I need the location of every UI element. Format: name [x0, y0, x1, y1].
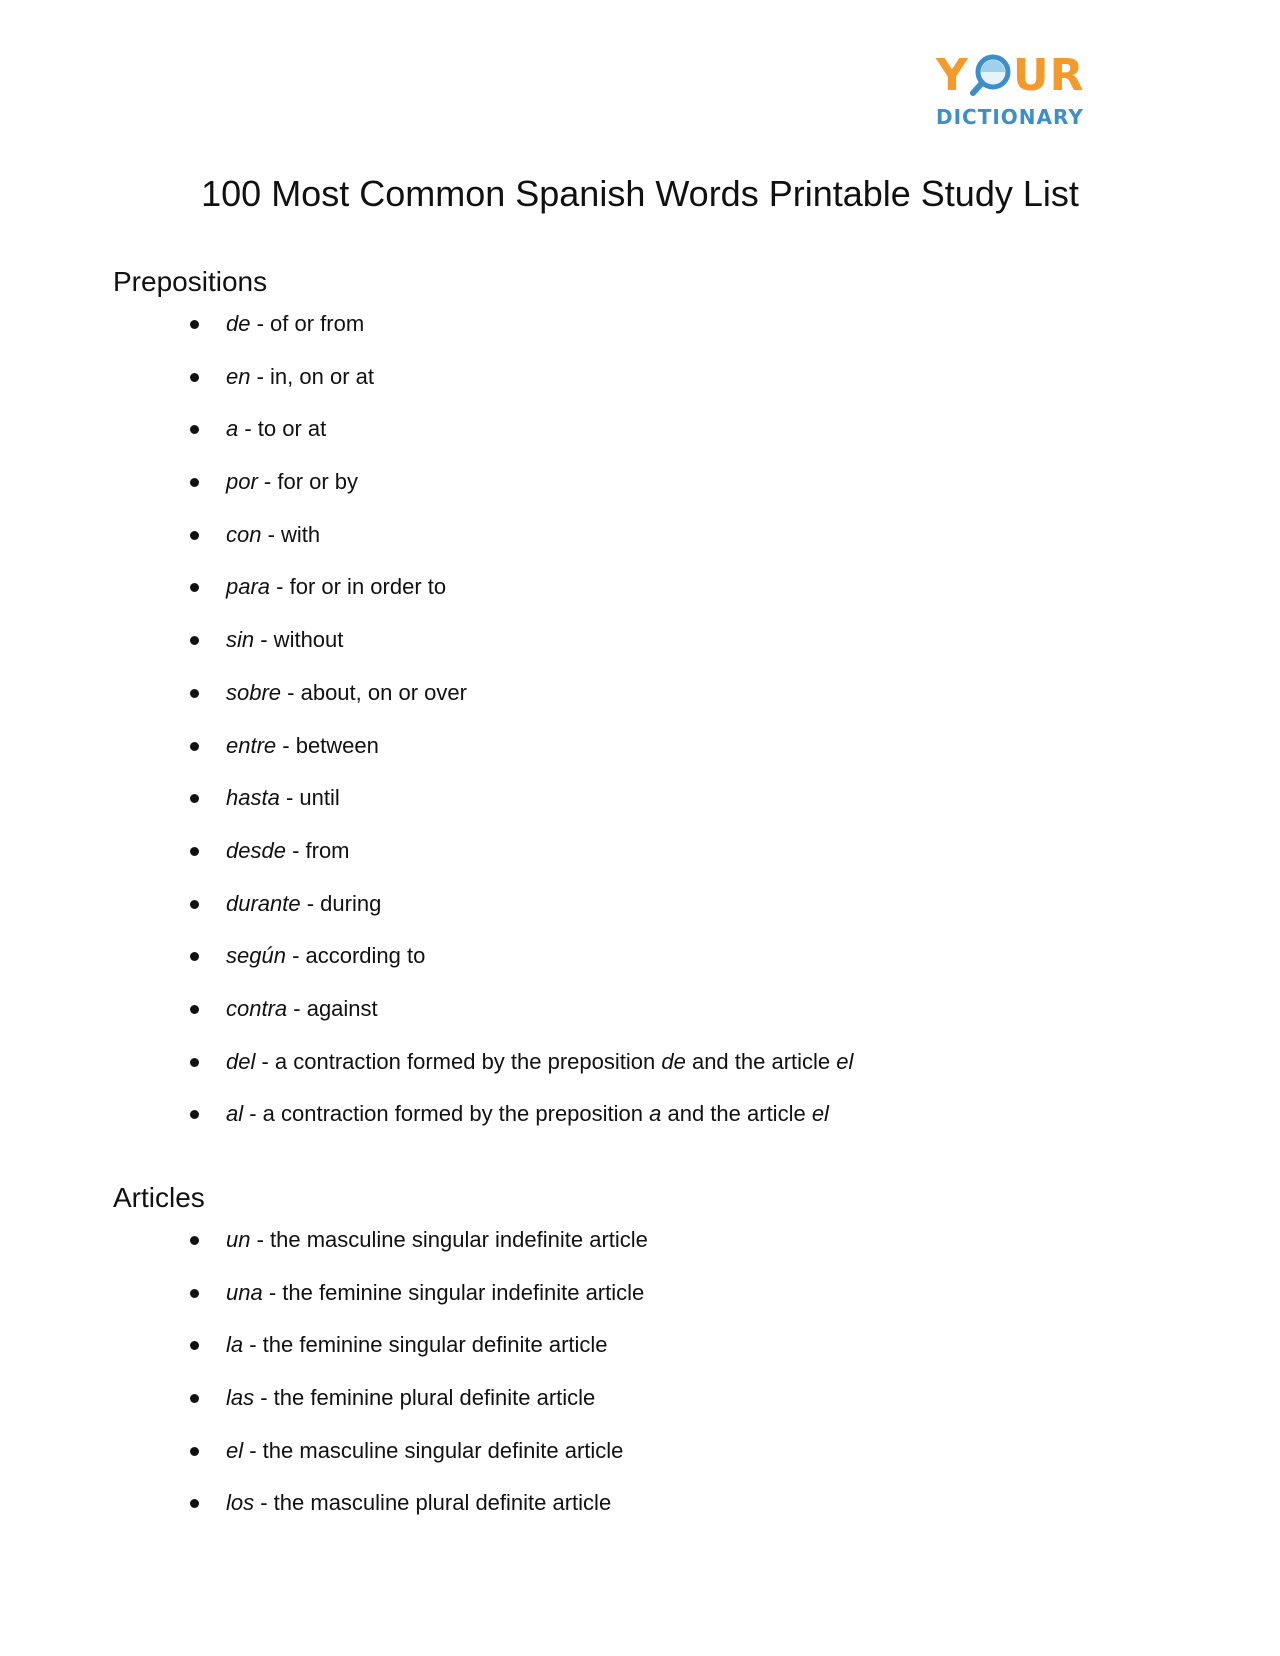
bullet-icon	[190, 1499, 199, 1508]
word-list	[113, 1226, 1213, 1542]
bullet-icon	[190, 1058, 199, 1067]
list-item	[113, 573, 1213, 626]
bullet-icon	[190, 320, 199, 329]
list-item	[113, 1437, 1213, 1490]
bullet-icon	[190, 1289, 199, 1298]
your-dictionary-logo	[936, 52, 1096, 132]
spanish-word: la	[226, 1332, 244, 1358]
spanish-word: durante	[226, 890, 301, 916]
bullet-icon	[190, 900, 199, 909]
logo-letters-ur: UR	[1012, 50, 1085, 101]
list-item	[113, 626, 1213, 679]
bullet-icon	[190, 742, 199, 751]
spanish-word: un	[226, 1227, 251, 1252]
spanish-word: a	[226, 416, 239, 442]
bullet-icon	[190, 1447, 199, 1456]
spanish-word: de	[226, 311, 251, 336]
spanish-word: por	[226, 469, 258, 495]
spanish-word: los	[226, 1490, 255, 1516]
logo-wordmark-top	[936, 52, 1096, 100]
definition-text: - until	[279, 785, 340, 811]
definition-text: - the feminine singular indefinite article	[262, 1279, 645, 1305]
section-heading: Prepositions	[113, 266, 268, 297]
bullet-icon	[190, 794, 199, 803]
spanish-word: el	[226, 1437, 244, 1463]
bullet-icon	[190, 847, 199, 856]
list-item	[113, 363, 1213, 416]
definition-text: - between	[276, 732, 379, 758]
bullet-icon	[190, 1110, 199, 1119]
list-item	[113, 310, 1213, 363]
list-item	[113, 1279, 1213, 1332]
bullet-icon	[190, 373, 199, 382]
list-item	[113, 890, 1213, 943]
list-item	[113, 1331, 1213, 1384]
definition-text: - about, on or over	[281, 679, 467, 705]
inline-word: el	[811, 1101, 829, 1127]
inline-word: el	[836, 1048, 854, 1074]
definition-text: - the feminine singular definite article	[243, 1332, 608, 1358]
section-prepositions	[113, 264, 1213, 1153]
spanish-word: según	[226, 943, 286, 969]
bullet-icon	[190, 583, 199, 592]
list-item	[113, 837, 1213, 890]
bullet-icon	[190, 689, 199, 698]
spanish-word: sin	[226, 627, 255, 653]
list-item	[113, 1048, 1213, 1101]
definition-text: - from	[285, 837, 350, 863]
definition-text: - the masculine plural definite article	[254, 1490, 612, 1516]
inline-word: de	[661, 1048, 686, 1074]
definition-text: - for or in order to	[270, 574, 447, 600]
section-articles	[113, 1180, 1213, 1542]
logo-letter-y: Y	[936, 50, 969, 101]
list-item	[113, 1489, 1213, 1542]
bullet-icon	[190, 1341, 199, 1350]
spanish-word: entre	[226, 732, 277, 758]
bullet-icon	[190, 636, 199, 645]
definition-text: - the masculine singular indefinite article	[250, 1227, 648, 1252]
definition-text: - in, on or at	[250, 363, 374, 389]
section-heading: Articles	[113, 1182, 205, 1213]
list-item	[113, 468, 1213, 521]
spanish-word: una	[226, 1279, 263, 1305]
spanish-word: para	[226, 574, 271, 600]
spanish-word: hasta	[226, 785, 280, 811]
bullet-icon	[190, 1005, 199, 1014]
word-list	[113, 310, 1213, 1153]
definition-text: - during	[300, 890, 382, 916]
definition-text: and the article	[685, 1048, 837, 1074]
list-item	[113, 1226, 1213, 1279]
definition-text: - a contraction formed by the preposition	[243, 1101, 650, 1127]
list-item	[113, 521, 1213, 574]
definition-text: - the feminine plural definite article	[254, 1385, 596, 1411]
definition-text: - against	[287, 995, 378, 1021]
spanish-word: las	[226, 1385, 255, 1411]
definition-text: - with	[261, 521, 321, 547]
spanish-word: sobre	[226, 679, 282, 705]
inline-word: a	[649, 1101, 662, 1127]
logo-wordmark-bottom: DICTIONARY	[936, 105, 1084, 129]
definition-text: - for or by	[257, 469, 359, 495]
list-item	[113, 995, 1213, 1048]
definition-text: and the article	[661, 1101, 812, 1127]
definition-text: - the masculine singular definite article	[243, 1437, 624, 1463]
page-title: 100 Most Common Spanish Words Printable Study List	[201, 173, 1079, 214]
spanish-word: al	[226, 1101, 244, 1127]
list-item	[113, 942, 1213, 995]
list-item	[113, 1384, 1213, 1437]
list-item	[113, 732, 1213, 785]
bullet-icon	[190, 531, 199, 540]
magnifying-glass-icon	[969, 54, 1013, 94]
definition-text: - a contraction formed by the preposition	[255, 1048, 662, 1074]
bullet-icon	[190, 478, 199, 487]
list-item	[113, 679, 1213, 732]
definition-text: - to or at	[238, 416, 327, 442]
list-item	[113, 415, 1213, 468]
spanish-word: en	[226, 363, 251, 389]
list-item	[113, 784, 1213, 837]
spanish-word: desde	[226, 837, 286, 863]
spanish-word: con	[226, 521, 262, 547]
definition-text: - without	[254, 627, 344, 653]
bullet-icon	[190, 425, 199, 434]
definition-text: - of or from	[250, 311, 365, 336]
bullet-icon	[190, 1394, 199, 1403]
spanish-word: contra	[226, 995, 288, 1021]
spanish-word: del	[226, 1048, 256, 1074]
bullet-icon	[190, 952, 199, 961]
bullet-icon	[190, 1236, 199, 1245]
list-item	[113, 1100, 1213, 1153]
definition-text: - according to	[285, 943, 426, 969]
